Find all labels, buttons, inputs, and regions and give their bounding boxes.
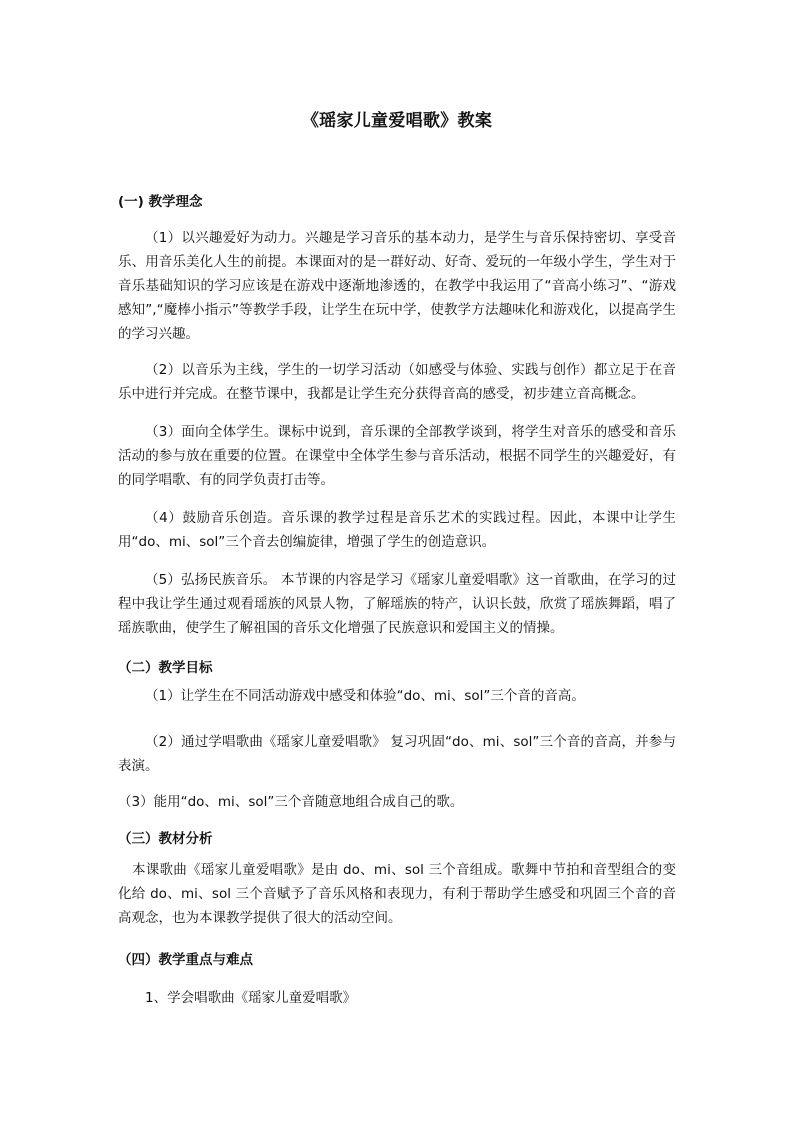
section-1-paragraph-2: （2）以音乐为主线，学生的一切学习活动（如感受与体验、实践与创作）都立足于在音乐中进行并完成。在整节课中，我都是让学生充分获得音高的感受，初步建立音高概念。 <box>118 362 676 402</box>
document-title: 《瑶家儿童爱唱歌》教案 <box>301 111 493 131</box>
section-4-heading: （四）教学重点与难点 <box>118 952 253 968</box>
section-3-heading: （三）教材分析 <box>118 831 213 847</box>
section-2-heading: （二）教学目标 <box>118 660 213 676</box>
section-1-paragraph-3: （3）面向全体学生。课标中说到，音乐课的全部教学谈到，将学生对音乐的感受和音乐活动的参与放在重要的位置。在课堂中全体学生参与音乐活动，根据不同学生的兴趣爱好，有的同学唱歌、有的同学负责打击等。 <box>118 424 676 488</box>
section-1-heading: (一) 教学理念 <box>118 194 203 210</box>
section-2-paragraph-1: （1）让学生在不同活动游戏中感受和体验“do、mi、sol”三个音的音高。 <box>145 688 585 704</box>
section-1-paragraph-4: （4）鼓励音乐创造。音乐课的教学过程是音乐艺术的实践过程。因此，本课中让学生用“do、mi、sol”三个音去创编旋律，增强了学生的创造意识。 <box>118 510 676 550</box>
section-2-paragraph-2: （2）通过学唱歌曲《瑶家儿童爱唱歌》 复习巩固“do、mi、sol”三个音的音高，并参与表演。 <box>118 734 676 774</box>
section-1-paragraph-5: （5）弘扬民族音乐。 本节课的内容是学习《瑶家儿童爱唱歌》这一首歌曲，在学习的过程中我让学生通过观看瑶族的风景人物，了解瑶族的特产，认识长鼓，欣赏了瑶族舞蹈，唱了瑶族歌曲，使学生了解祖国的音乐文化增强了民族意识和爱国主义的情操。 <box>118 572 676 636</box>
section-1-paragraph-1: （1）以兴趣爱好为动力。兴趣是学习音乐的基本动力，是学生与音乐保持密切、享受音乐、用音乐美化人生的前提。本课面对的是一群好动、好奇、爱玩的一年级小学生，学生对于音乐基础知识的学习应该是在游戏中逐渐地渗透的，在教学中我运用了“音高小练习”、“游戏感知”,“魔棒小指示”等教学手段，让学生在玩中学，使教学方法趣味化和游戏化，以提高学生的学习兴趣。 <box>118 230 676 342</box>
section-3-paragraph-1: 本课歌曲《瑶家儿童爱唱歌》是由 do、mi、sol 三个音组成。歌舞中节拍和音型组合的变化给 do、mi、sol 三个音赋予了音乐风格和表现力，有利于帮助学生感受和巩固三个音的音高观念，也为本课教学提供了很大的活动空间。 <box>118 862 676 926</box>
section-2-paragraph-3: （3）能用“do、mi、sol”三个音随意地组合成自己的歌。 <box>118 794 464 810</box>
section-4-paragraph-1: 1、学会唱歌曲《瑶家儿童爱唱歌》 <box>145 990 357 1006</box>
